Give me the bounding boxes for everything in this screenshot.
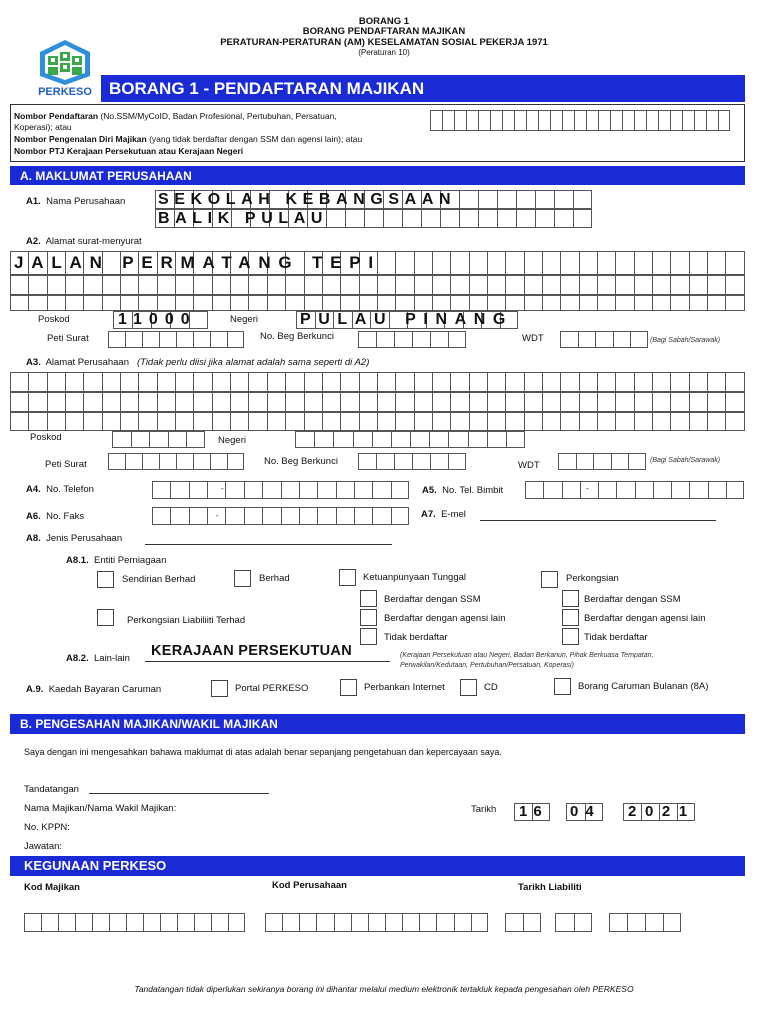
perkeso-logo [30,38,100,98]
checkbox-ketuanpunyaan-ssm[interactable] [360,590,377,607]
kod-perusahaan-grid[interactable] [265,913,488,932]
a2-peti-surat-label: Peti Surat [47,333,89,344]
office-bar: KEGUNAAN PERKESO [10,856,745,876]
checkbox-ketuanpunyaan-agensi[interactable] [360,609,377,626]
kppn-label: No. KPPN: [24,822,70,833]
form-regulation-ref: (Peraturan 10) [358,48,410,57]
opt-sendirian-berhad: Sendirian Berhad [122,574,196,585]
reg-text-3: Nombor PTJ Kerajaan Persekutuan atau Kerajaan Negeri [14,146,244,156]
a8-jenis-line[interactable] [145,533,392,545]
a82-note-2: Perwakilan/Kedutaan, Pertubuhan/Persatuan, Koperasi) [400,662,574,669]
a4-dash: - [221,484,224,493]
a2-no-beg-grid[interactable] [358,331,466,348]
registration-number-grid[interactable] [430,110,735,131]
a6-label: A6. No. Faks [26,511,85,522]
a3-address-row-1[interactable] [10,372,745,392]
a3-wdt-label: WDT [518,460,540,471]
checkbox-ketuanpunyaan[interactable] [339,569,356,586]
pay-bank: Perbankan Internet [364,682,445,693]
a3-peti-surat-grid[interactable] [108,453,244,470]
tandatangan-line[interactable] [89,782,269,794]
liabiliti-month-grid[interactable] [555,913,592,932]
opt-perkongsian-agensi: Berdaftar dengan agensi lain [584,613,706,624]
section-a-bar: A. MAKLUMAT PERUSAHAAN [10,166,745,185]
perkeso-logo-icon [30,38,100,86]
logo-text: PERKESO [38,86,92,98]
a5-label: A5. No. Tel. Bimbit [422,485,504,496]
a2-address-row-3[interactable] [10,295,745,311]
checkbox-perkongsian-ssm[interactable] [562,590,579,607]
a2-address-line1: JALAN PERMATANG TEPI [14,253,381,272]
section-b-bar: B. PENGESAHAN MAJIKAN/WAKIL MAJIKAN [10,714,745,734]
a81-label: A8.1. Entiti Perniagaan [66,555,167,566]
opt-ketuanpunyaan-ssm: Berdaftar dengan SSM [384,594,481,605]
checkbox-perkongsian[interactable] [541,571,558,588]
a82-value: KERAJAAN PERSEKUTUAN [151,643,352,659]
liabiliti-day-grid[interactable] [505,913,541,932]
a3-address-row-2[interactable] [10,392,745,412]
checkbox-portal-perkeso[interactable] [211,680,228,697]
a2-wdt-grid[interactable] [560,331,648,348]
a3-address-row-3[interactable] [10,412,745,431]
a1-name-line1: SEKOLAH KEBANGSAAN [158,191,457,208]
checkbox-ketuanpunyaan-tidak[interactable] [360,628,377,645]
tarikh-liabiliti-label: Tarikh Liabiliti [518,882,582,893]
liabiliti-year-grid[interactable] [609,913,681,932]
a3-negeri-label: Negeri [218,435,246,446]
pay-cd: CD [484,682,498,693]
checkbox-borang-8a[interactable] [554,678,571,695]
a2-negeri-value: PULAU PINANG [300,311,513,328]
tarikh-day: 16 [519,803,548,820]
pay-portal: Portal PERKESO [235,683,309,694]
checkbox-perkongsian-agensi[interactable] [562,609,579,626]
a3-no-beg-label: No. Beg Berkunci [264,456,338,467]
opt-ketuanpunyaan: Ketuanpunyaan Tunggal [363,572,467,583]
a3-peti-surat-label: Peti Surat [45,459,87,470]
a82-label: A8.2. Lain-lain [66,653,130,664]
a3-poskod-grid[interactable] [112,431,205,448]
kod-majikan-label: Kod Majikan [24,882,80,893]
opt-ketuanpunyaan-agensi: Berdaftar dengan agensi lain [384,613,506,624]
a3-no-beg-grid[interactable] [358,453,466,470]
a2-poskod-label: Poskod [38,314,70,325]
a5-bimbit-grid[interactable] [525,481,744,499]
a2-no-beg-label: No. Beg Berkunci [260,331,334,342]
a2-label: A2. Alamat surat-menyurat [26,236,142,247]
a2-poskod-value: 11000 [118,311,197,328]
a1-label: A1. Nama Perusahaan [26,196,126,207]
a4-telefon-grid[interactable] [152,481,409,499]
opt-berhad: Berhad [259,573,290,584]
tandatangan-label: Tandatangan [24,784,79,795]
a3-negeri-grid[interactable] [295,431,525,448]
tarikh-label: Tarikh [471,804,497,815]
checkbox-berhad[interactable] [234,570,251,587]
section-b-statement: Saya dengan ini mengesahkan bahawa maklumat di atas adalah benar sepanjang pengetahuan dan kepercayaan saya. [24,747,502,757]
opt-ketuanpunyaan-tidak: Tidak berdaftar [384,632,448,643]
checkbox-perkongsian-tidak[interactable] [562,628,579,645]
a2-negeri-label: Negeri [230,314,258,325]
tarikh-year: 2021 [628,803,696,820]
nama-majikan-label: Nama Majikan/Nama Wakil Majikan: [24,803,177,814]
a1-name-line2: BALIK PULAU [158,210,329,227]
checkbox-sendirian-berhad[interactable] [97,571,114,588]
a6-faks-grid[interactable] [152,507,409,525]
footer-note: Tandatangan tidak diperlukan sekiranya borang ini dihantar melalui medium elektronik tertakluk kepada pengesahan oleh PERKESO [134,984,634,994]
opt-llp: Perkongsian Liabiliiti Terhad [127,615,246,626]
title-bar: BORANG 1 - PENDAFTARAN MAJIKAN [101,75,745,102]
form-number: BORANG 1 [358,16,410,27]
pay-8a: Borang Caruman Bulanan (8A) [578,681,709,692]
kod-majikan-grid[interactable] [24,913,245,932]
form-regulation: PERATURAN-PERATURAN (AM) KESELAMATAN SOSIAL PEKERJA 1971 [220,37,548,48]
a2-peti-surat-grid[interactable] [108,331,244,348]
a6-dash: - [216,511,219,520]
checkbox-perbankan-internet[interactable] [340,679,357,696]
a3-label: A3. Alamat Perusahaan (Tidak perlu diisi jika alamat adalah sama seperti di A2) [26,357,370,368]
checkbox-cd[interactable] [460,679,477,696]
a9-label: A.9. Kaedah Bayaran Caruman [26,684,162,695]
reg-text-1b: Koperasi); atau [14,122,72,132]
a3-sabah-note: (Bagi Sabah/Sarawak) [650,457,721,464]
opt-perkongsian-tidak: Tidak berdaftar [584,632,648,643]
a5-dash: - [586,484,589,493]
a2-address-row-2[interactable] [10,275,745,295]
opt-perkongsian: Perkongsian [566,573,619,584]
reg-text-2: Nombor Pengenalan Diri Majikan (yang tidak berdaftar dengan SSM dan agensi lain); atau [14,134,363,144]
a2-sabah-note: (Bagi Sabah/Sarawak) [650,337,721,344]
form-title: BORANG PENDAFTARAN MAJIKAN [302,26,466,37]
a82-note-1: (Kerajaan Persekutuan atau Negeri, Badan Berkanun, Pihak Berkuasa Tempatan, [400,652,654,659]
kod-perusahaan-label: Kod Perusahaan [272,880,347,891]
a2-wdt-label: WDT [522,333,544,344]
a4-label: A4. No. Telefon [26,484,94,495]
reg-text-1: Nombor Pendaftaran (No.SSM/MyCoID, Badan Profesional, Pertubuhan, Persatuan, [14,111,337,121]
a3-wdt-grid[interactable] [558,453,646,470]
tarikh-month: 04 [570,803,601,820]
a7-email-line[interactable] [480,508,716,521]
opt-perkongsian-ssm: Berdaftar dengan SSM [584,594,681,605]
jawatan-label: Jawatan: [24,841,63,852]
checkbox-llp[interactable] [97,609,114,626]
a8-label: A8. Jenis Perusahaan [26,533,123,544]
a7-label: A7. E-mel [421,509,466,520]
a3-poskod-label: Poskod [30,432,62,443]
